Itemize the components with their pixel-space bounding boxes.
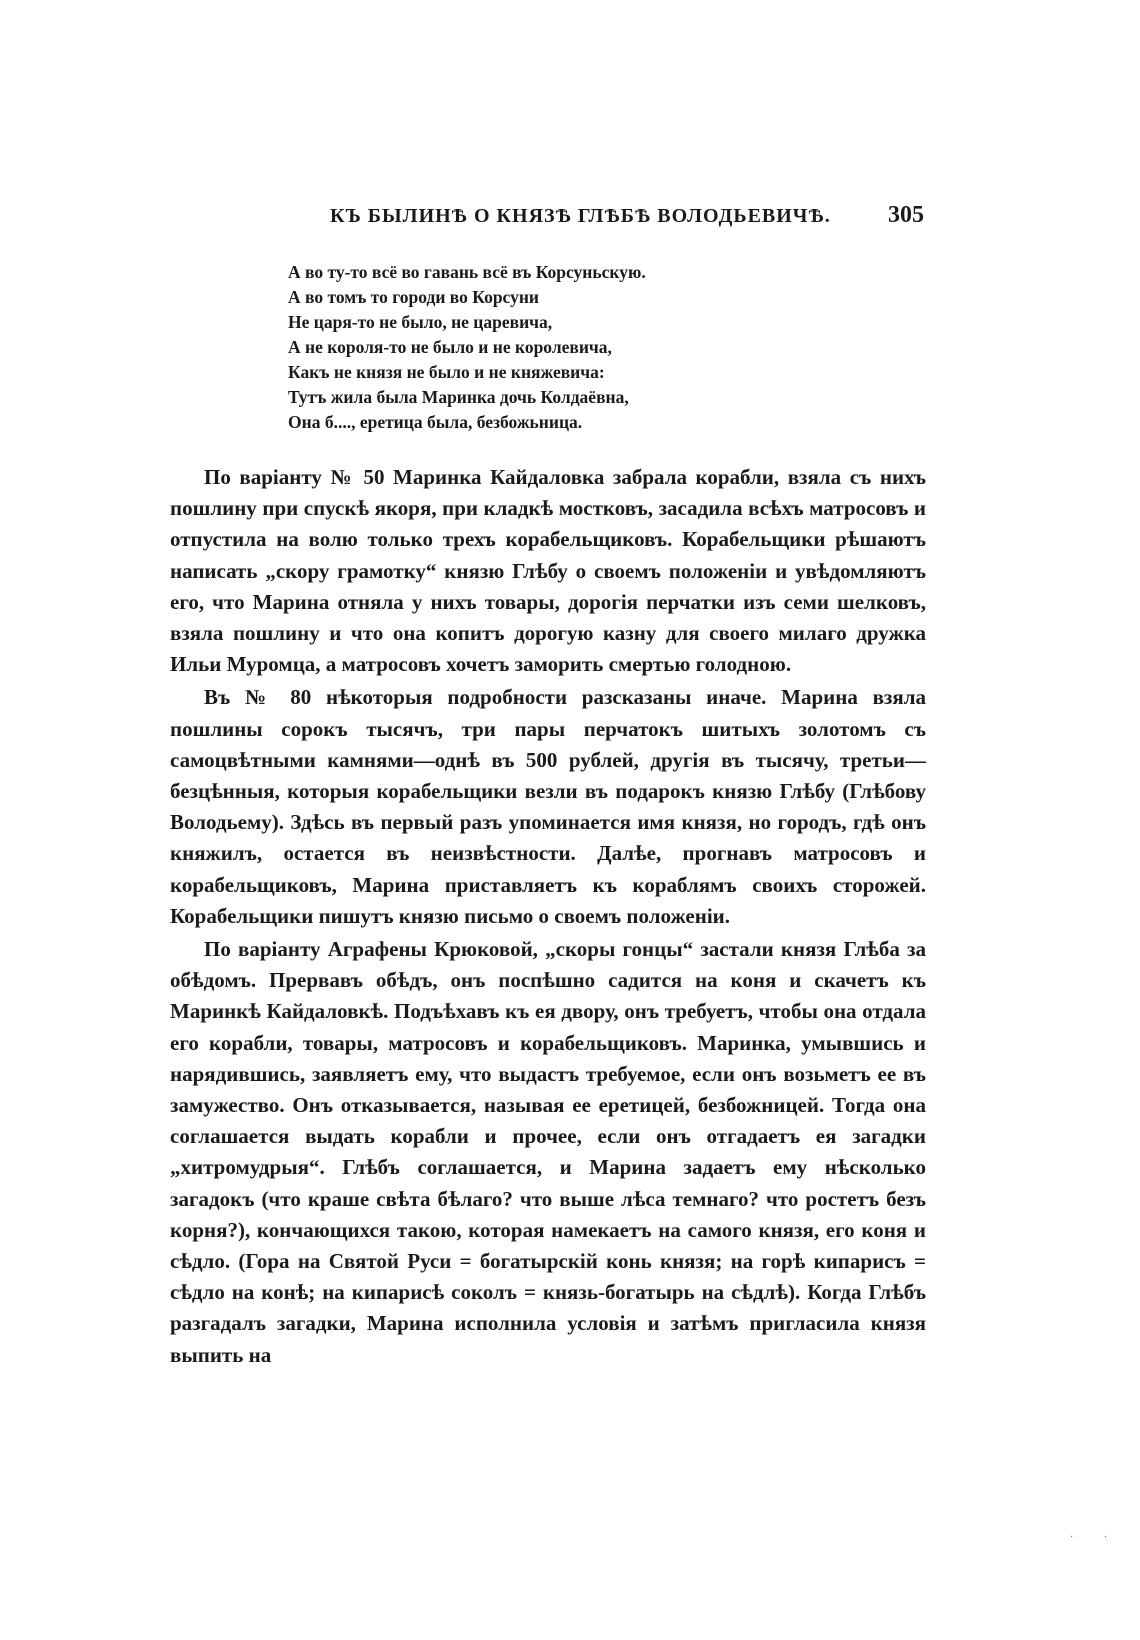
verse-line: Тутъ жила была Маринка дочь Колдаёвна, <box>288 387 629 407</box>
verse-line: Какъ не князя не было и не княжевича: <box>288 362 605 382</box>
page-number: 305 <box>888 202 924 228</box>
running-head: КЪ БЫЛИНѢ О КНЯЗѢ ГЛѢБѢ ВОЛОДЬЕВИЧѢ. <box>330 205 831 227</box>
paragraph: По варіанту № 50 Маринка Кайдаловка забрала корабли, взяла съ нихъ пошлину при спускѣ якоря, при кладкѣ мостковъ, засадила всѣхъ матросовъ и отпустила на волю только трехъ корабельщиковъ. Корабельщики рѣшаютъ написать „скору грамотку“ князю Глѣбу о своемъ положеніи и увѣдомляютъ его, что Марина отняла у нихъ товары, дорогія перчатки изъ семи шелковъ, взяла пошлину и что она копитъ дорогую казну для своего милаго дружка Ильи Муромца, а матросовъ хочетъ заморить смертью голодною. <box>170 465 926 677</box>
paragraph: Въ № 80 нѣкоторыя подробности разсказаны иначе. Марина взяла пошлины сорокъ тысячъ, три пары перчатокъ шитыхъ золотомъ съ самоцвѣтными камнями—однѣ въ 500 рублей, другія въ тысячу, третьи—безцѣнныя, которыя корабельщики везли въ подарокъ князю Глѣбу (Глѣбову Володьему). Здѣсь въ первый разъ упоминается имя князя, но городъ, гдѣ онъ княжилъ, остается въ неизвѣстности. Далѣе, прогнавъ матросовъ и корабельщиковъ, Марина приставляетъ къ кораблямъ своихъ сторожей. Корабельщики пишутъ князю письмо о своемъ положеніи. <box>170 685 926 928</box>
paragraph: По варіанту Аграфены Крюковой, „скоры гонцы“ застали князя Глѣба за обѣдомъ. Прервавъ обѣдъ, онъ поспѣшно садится на коня и скачетъ къ Маринкѣ Кайдаловкѣ. Подъѣхавъ къ ея двору, онъ требуетъ, чтобы она отдала его корабли, товары, матросовъ и корабельщиковъ. Маринка, умывшись и нарядившись, заявляетъ ему, что выдастъ требуемое, если онъ возьметъ ее въ замужество. Онъ отказывается, называя ее еретицей, безбожницей. Тогда она соглашается выдать корабли и прочее, если онъ отгадаетъ ея загадки „хитромудрыя“. Глѣбъ соглашается, и Марина задаетъ ему нѣсколько загадокъ (что краше свѣта бѣлаго? что выше лѣса темнаго? что ростетъ безъ корня?), кончающихся такою, которая намекаетъ на самого князя, его коня и сѣдло. (Гора на Святой Руси = богатырскій конь князя; на горѣ кипарисъ = сѣдло на конѣ; на кипарисѣ соколъ = князь-богатырь на сѣдлѣ). Когда Глѣбъ разгадалъ загадки, Марина исполнила условія и затѣмъ пригласила князя выпить на <box>170 937 926 1367</box>
body-text <box>170 462 926 1373</box>
verse-line: А не короля-то не было и не королевича, <box>288 337 612 357</box>
verse-line: А во ту-то всё во гавань всё въ Корсуньскую. <box>288 262 646 282</box>
verse-line: Не царя-то не было, не царевича, <box>288 312 553 332</box>
scan-specks: · · <box>1070 1532 1122 1543</box>
verse-line: А во томъ то городи во Корсуни <box>288 287 539 307</box>
verse-line: Она б...., еретица была, безбожьница. <box>288 412 583 432</box>
verse-quotation <box>288 260 908 435</box>
